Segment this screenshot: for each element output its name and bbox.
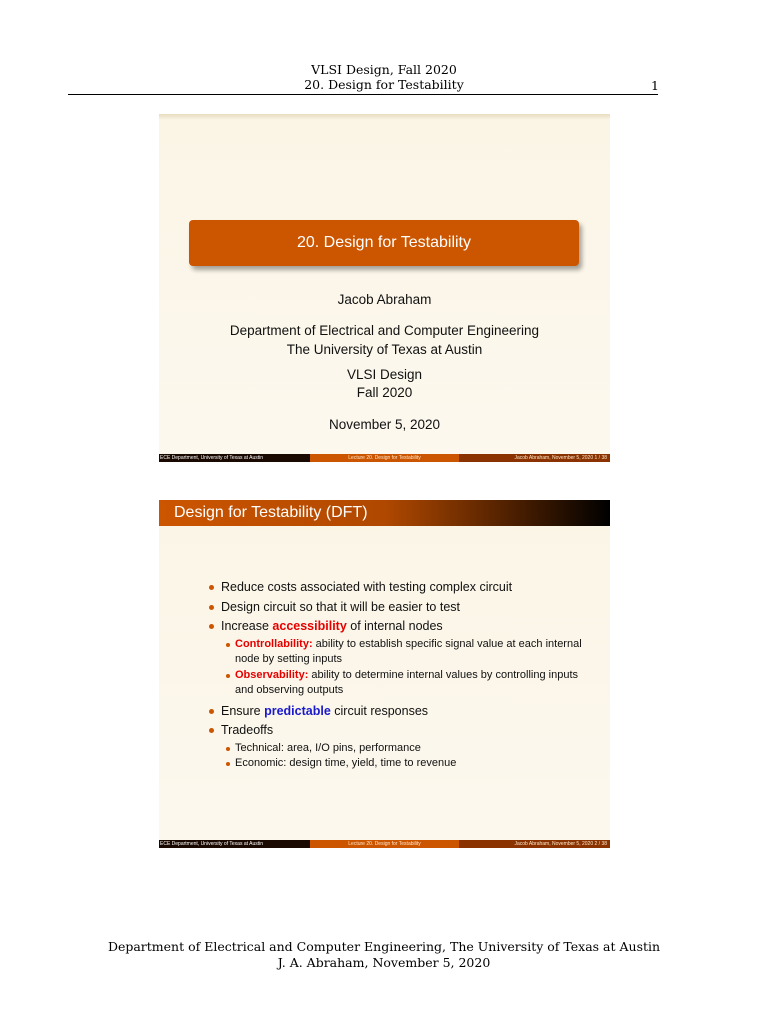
date: November 5, 2020 bbox=[328, 417, 441, 432]
page-number: 1 bbox=[651, 78, 659, 93]
author: Jacob Abraham bbox=[337, 292, 432, 307]
bullet-icon bbox=[209, 585, 214, 590]
slide-title bbox=[159, 114, 610, 462]
bullet-item bbox=[207, 702, 597, 720]
bullet-text: Tradeoffs bbox=[221, 723, 274, 737]
bullet-item bbox=[207, 598, 597, 616]
slide-top-shade bbox=[159, 114, 610, 120]
header-course: VLSI Design, Fall 2020 bbox=[311, 62, 457, 77]
university: The University of Texas at Austin bbox=[286, 342, 483, 357]
bullet-icon bbox=[209, 605, 214, 610]
sub-bullet-icon bbox=[226, 643, 230, 647]
page-footer bbox=[0, 939, 768, 971]
emphasis-observability: Observability: bbox=[235, 668, 309, 681]
bullet-list bbox=[207, 578, 597, 772]
emphasis-controllability: Controllability: bbox=[235, 637, 313, 650]
footer-mid: Lecture 20. Design for Testability bbox=[310, 454, 460, 462]
bullet-text: circuit responses bbox=[330, 703, 429, 718]
bullet-icon bbox=[209, 728, 214, 733]
footer-author-date: J. A. Abraham, November 5, 2020 bbox=[277, 955, 491, 970]
slide-dft bbox=[159, 500, 610, 848]
slide-footer bbox=[159, 454, 610, 462]
sub-bullet-text: ability to determine internal values by controlling inputs and observing outputs bbox=[235, 668, 579, 696]
frame-title: Design for Testability (DFT) bbox=[159, 500, 610, 526]
slide-title-text: 20. Design for Testability bbox=[296, 234, 471, 251]
bullet-text: Design circuit so that it will be easier to test bbox=[221, 599, 460, 614]
bullet-item bbox=[207, 578, 597, 596]
emphasis-accessibility: accessibility bbox=[272, 619, 347, 633]
slide-footer bbox=[159, 840, 610, 848]
sub-bullet-icon bbox=[226, 762, 230, 766]
sub-bullet-item bbox=[207, 637, 597, 668]
footer-mid: Lecture 20. Design for Testability bbox=[310, 840, 460, 848]
bullet-text: Ensure bbox=[221, 703, 265, 718]
bullet-icon bbox=[209, 624, 214, 629]
sub-bullet-icon bbox=[226, 747, 230, 751]
sub-bullet-item bbox=[207, 668, 597, 699]
sub-bullet-icon bbox=[226, 674, 230, 678]
sub-bullet-text: ability to establish specific signal value at each internal node by setting inputs bbox=[235, 637, 582, 665]
header-lecture: 20. Design for Testability bbox=[304, 77, 464, 92]
footer-affiliation: Department of Electrical and Computer Engineering, The University of Texas at Austin bbox=[107, 939, 661, 954]
department: Department of Electrical and Computer Engineering bbox=[229, 323, 540, 338]
bullet-text: Reduce costs associated with testing complex circuit bbox=[221, 580, 513, 594]
footer-left: ECE Department, University of Texas at Austin bbox=[159, 454, 310, 462]
bullet-text: of internal nodes bbox=[346, 619, 443, 633]
sub-bullet-text: Economic: design time, yield, time to revenue bbox=[235, 757, 457, 769]
sub-bullet-item bbox=[207, 741, 597, 757]
term: Fall 2020 bbox=[356, 385, 413, 400]
bullet-item bbox=[207, 617, 597, 635]
bullet-item bbox=[207, 721, 597, 739]
bullet-icon bbox=[209, 709, 214, 714]
sub-bullet-item bbox=[207, 756, 597, 772]
footer-right: Jacob Abraham, November 5, 2020 1 / 38 bbox=[459, 454, 610, 462]
sub-bullet-text: Technical: area, I/O pins, performance bbox=[235, 741, 421, 754]
footer-right: Jacob Abraham, November 5, 2020 2 / 38 bbox=[459, 840, 610, 848]
slide-title-box bbox=[189, 220, 579, 266]
bullet-text: Increase bbox=[221, 619, 273, 633]
footer-left: ECE Department, University of Texas at Austin bbox=[159, 840, 310, 848]
emphasis-predictable: predictable bbox=[264, 703, 331, 718]
header-rule bbox=[68, 94, 658, 95]
course-name: VLSI Design bbox=[346, 367, 423, 382]
